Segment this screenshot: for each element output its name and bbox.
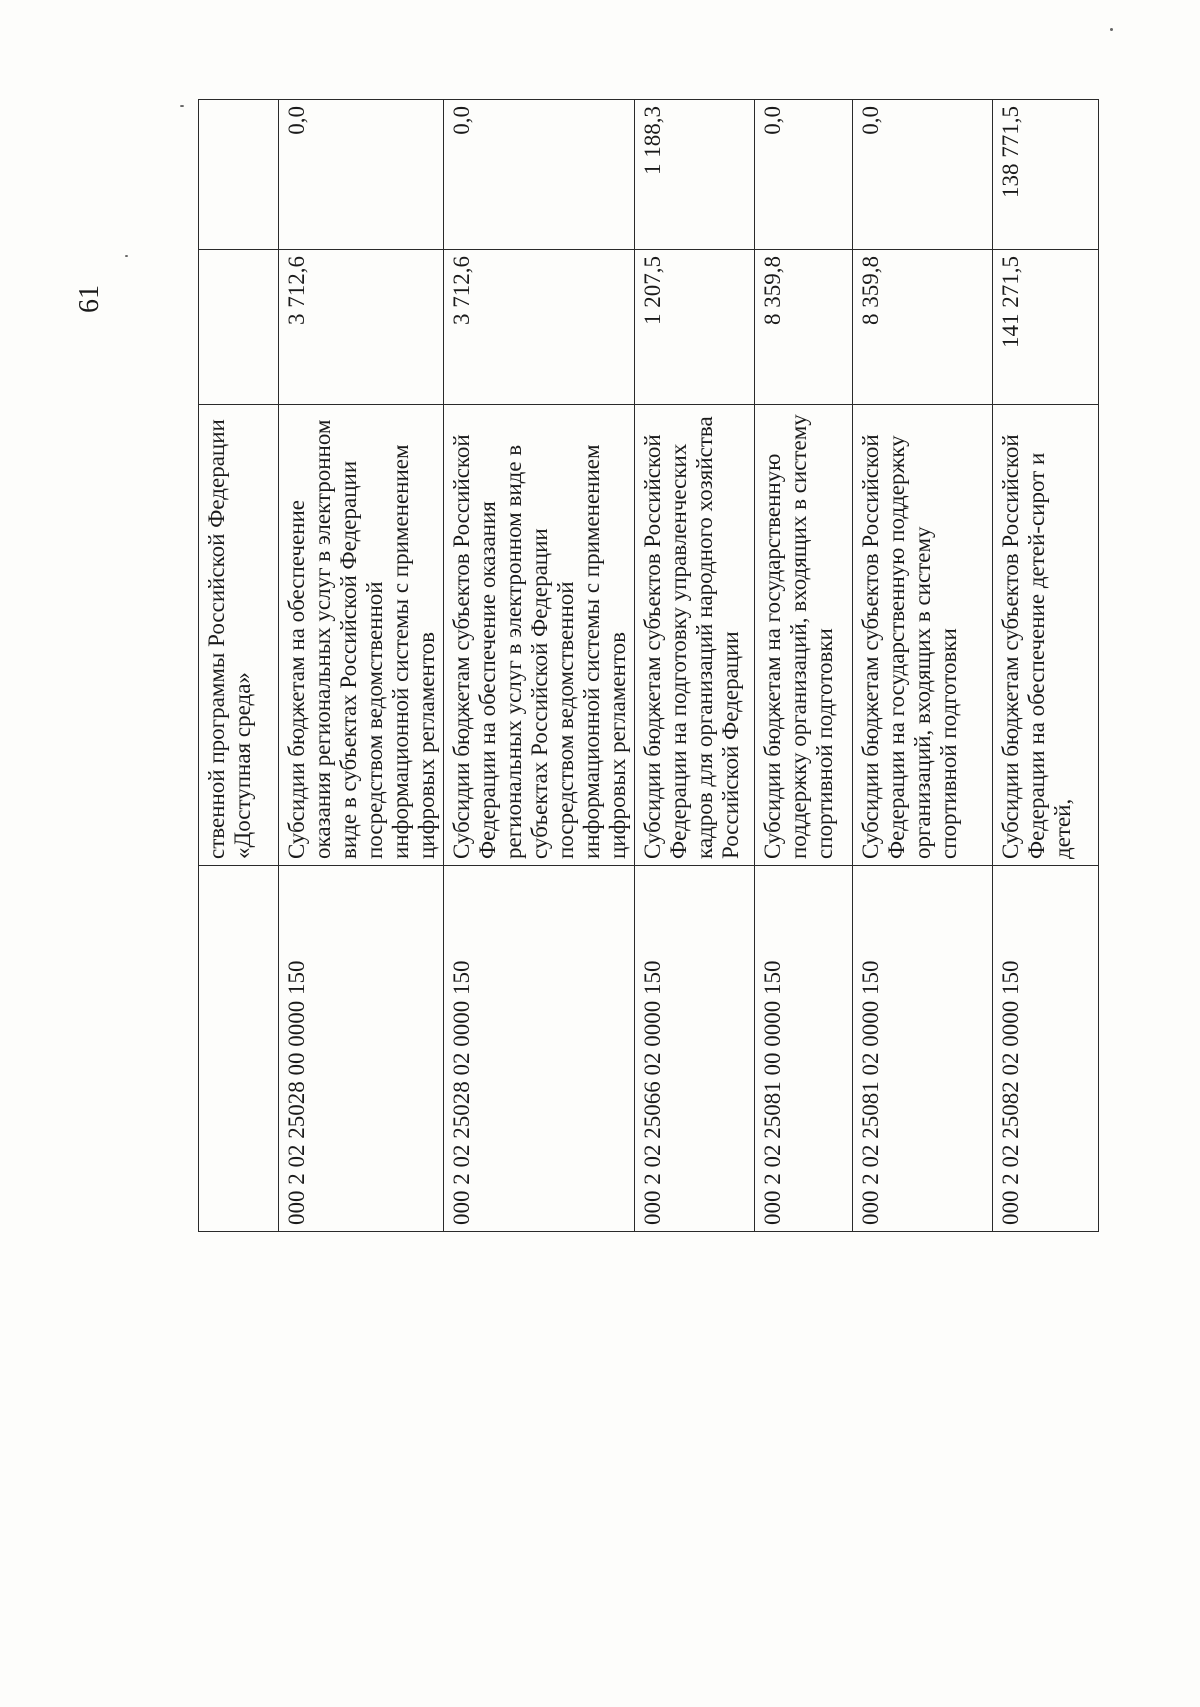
value-cell-2: 1 188,3 [635,100,755,250]
value-cell-1: 1 207,5 [635,250,755,405]
value-cell-1: 8 359,8 [853,250,993,405]
scan-speck [180,105,184,107]
page-number: 61 [74,285,105,313]
value-cell-2 [199,100,279,250]
name-cell: ственной программы Российской Федерации «Доступная среда» [199,405,279,866]
value-cell-1: 8 359,8 [755,250,853,405]
scan-speck [125,255,128,257]
table-row [853,100,993,1232]
name-cell: Субсидии бюджетам субъектов Российской Федерации на обеспечение детей-сирот и детей, [993,405,1099,866]
name-cell: Субсидии бюджетам на обеспечение оказания региональных услуг в электронном виде в субъектах Российской Федерации посредством ведомственной информационной системы с применением цифровых регламентов [279,405,444,866]
code-cell: 000 2 02 25082 02 0000 150 [993,866,1099,1232]
name-cell: Субсидии бюджетам субъектов Российской Федерации на обеспечение оказания региональных услуг в электронном виде в субъектах Российской Федерации посредством ведомственной информационной системы с применением цифровых регламентов [444,405,635,866]
rotated-table-container [198,100,1078,1232]
code-cell: 000 2 02 25081 00 0000 150 [755,866,853,1232]
table-row [444,100,635,1232]
table-row [635,100,755,1232]
code-cell: 000 2 02 25028 00 0000 150 [279,866,444,1232]
value-cell-2: 138 771,5 [993,100,1099,250]
value-cell-2: 0,0 [279,100,444,250]
code-cell: 000 2 02 25081 02 0000 150 [853,866,993,1232]
name-cell: Субсидии бюджетам субъектов Российской Федерации на государственную поддержку организаций, входящих в систему спортивной подготовки [853,405,993,866]
value-cell-1: 3 712,6 [279,250,444,405]
name-cell: Субсидии бюджетам на государственную поддержку организаций, входящих в систему спортивной подготовки [755,405,853,866]
table-row [199,100,279,1232]
value-cell-1 [199,250,279,405]
code-cell: 000 2 02 25066 02 0000 150 [635,866,755,1232]
table-row [993,100,1099,1232]
table-row [279,100,444,1232]
code-cell [199,866,279,1232]
value-cell-2: 0,0 [755,100,853,250]
value-cell-2: 0,0 [444,100,635,250]
code-cell: 000 2 02 25028 02 0000 150 [444,866,635,1232]
scan-speck [1110,28,1113,31]
table-row [755,100,853,1232]
value-cell-2: 0,0 [853,100,993,250]
value-cell-1: 141 271,5 [993,250,1099,405]
name-cell: Субсидии бюджетам субъектов Российской Федерации на подготовку управленческих кадров для организаций народного хозяйства Российской Федерации [635,405,755,866]
budget-table [198,99,1099,1232]
value-cell-1: 3 712,6 [444,250,635,405]
